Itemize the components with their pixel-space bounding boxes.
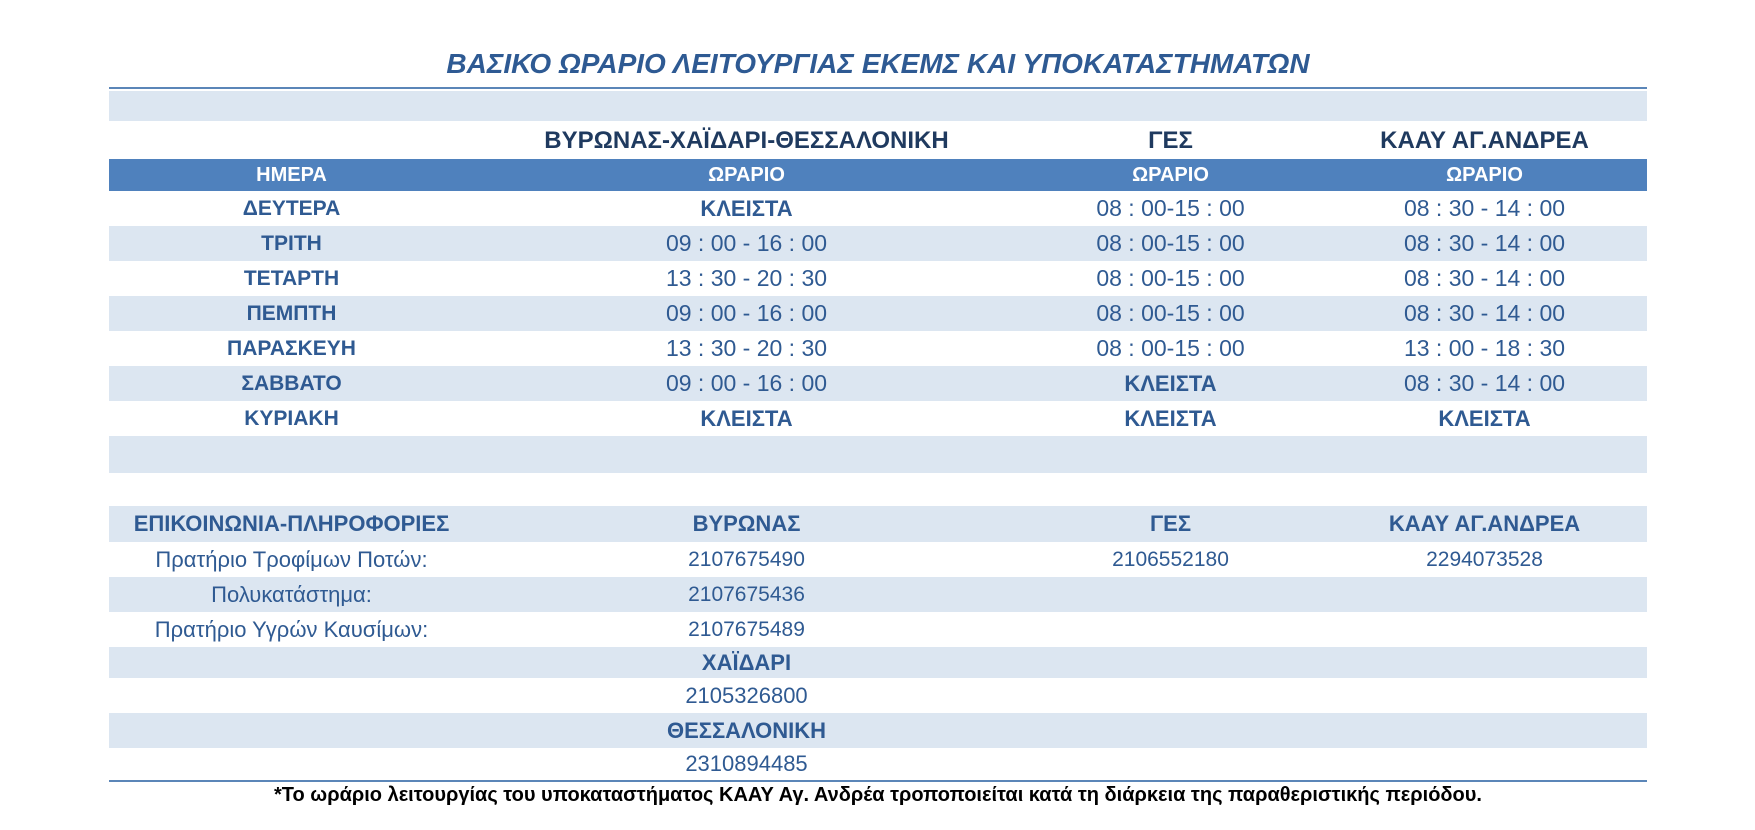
day-label: ΔΕΥΤΕΡΑ xyxy=(242,196,341,220)
spacer-band xyxy=(109,91,1647,121)
contact-row-thessaloniki-phone xyxy=(109,748,1647,780)
contact-row-haidari-phone xyxy=(109,678,1647,713)
footer-rule xyxy=(109,780,1647,782)
header-hours-ges: ΩΡΑΡΙΟ xyxy=(1132,163,1209,186)
header-day: ΗΜΕΡΑ xyxy=(256,163,327,186)
day-label: ΠΕΜΠΤΗ xyxy=(246,301,337,325)
location-ges: ΓΕΣ xyxy=(1148,127,1193,154)
contact-header-label: ΕΠΙΚΟΙΝΩΝΙΑ-ΠΛΗΡΟΦΟΡΙΕΣ xyxy=(133,511,450,536)
hours-ges: ΚΛΕΙΣΤΑ xyxy=(1124,370,1217,396)
contact-header-ges: ΓΕΣ xyxy=(1149,511,1192,536)
phone-vyronas: 2107675489 xyxy=(688,617,805,641)
hours-vyronas: 09 : 00 - 16 : 00 xyxy=(665,370,828,396)
contact-label: Πρατήριο Τροφίμων Ποτών: xyxy=(155,546,428,572)
page-title: ΒΑΣΙΚΟ ΩΡΑΡΙΟ ΛΕΙΤΟΥΡΓΙΑΣ ΕΚΕΜΣ ΚΑΙ ΥΠΟΚΑΤΑΣΤΗΜΑΤΩΝ xyxy=(446,48,1310,79)
schedule-row-thursday xyxy=(109,296,1647,331)
hours-kaay: 13 : 00 - 18 : 30 xyxy=(1403,335,1566,361)
schedule-row-tuesday xyxy=(109,226,1647,261)
location-vyronas: ΒΥΡΩΝΑΣ-ΧΑΪΔΑΡΙ-ΘΕΣΣΑΛΟΝΙΚΗ xyxy=(544,127,949,154)
day-label: ΠΑΡΑΣΚΕΥΗ xyxy=(227,336,356,360)
hours-ges: ΚΛΕΙΣΤΑ xyxy=(1124,405,1217,431)
hours-vyronas: 13 : 30 - 20 : 30 xyxy=(665,335,828,361)
haidari-label: ΧΑΪΔΑΡΙ xyxy=(701,649,792,675)
phone-ges: 2106552180 xyxy=(1112,547,1229,571)
hours-kaay: 08 : 30 - 14 : 00 xyxy=(1403,230,1566,256)
thessaloniki-label: ΘΕΣΣΑΛΟΝΙΚΗ xyxy=(666,717,827,743)
contact-row-thessaloniki-label xyxy=(109,713,1647,748)
day-label: ΣΑΒΒΑΤΟ xyxy=(241,371,342,395)
contact-label: Πολυκατάστημα: xyxy=(211,581,372,607)
phone-haidari: 2105326800 xyxy=(685,682,808,708)
schedule-row-saturday xyxy=(109,366,1647,401)
phone-kaay: 2294073528 xyxy=(1426,547,1543,571)
hours-kaay: 08 : 30 - 14 : 00 xyxy=(1403,195,1566,221)
hours-ges: 08 : 00-15 : 00 xyxy=(1096,300,1245,326)
location-kaay: ΚΑΑΥ ΑΓ.ΑΝΔΡΕΑ xyxy=(1380,127,1589,154)
locations-row xyxy=(109,123,1647,159)
hours-vyronas: ΚΛΕΙΣΤΑ xyxy=(700,405,793,431)
schedule-row-sunday xyxy=(109,401,1647,436)
hours-kaay: 08 : 30 - 14 : 00 xyxy=(1403,265,1566,291)
title-rule xyxy=(109,87,1647,89)
phone-thessaloniki: 2310894485 xyxy=(685,751,808,776)
day-label: ΤΡΙΤΗ xyxy=(261,231,322,255)
hours-ges: 08 : 00-15 : 00 xyxy=(1096,335,1245,361)
schedule-row-monday xyxy=(109,191,1647,226)
phone-vyronas: 2107675436 xyxy=(688,582,805,606)
hours-kaay: ΚΛΕΙΣΤΑ xyxy=(1438,405,1531,431)
day-label: ΤΕΤΑΡΤΗ xyxy=(243,266,340,290)
contact-header-row xyxy=(109,506,1647,542)
contact-label: Πρατήριο Υγρών Καυσίμων: xyxy=(154,616,429,642)
hours-vyronas: ΚΛΕΙΣΤΑ xyxy=(700,195,793,221)
footnote: *Το ωράριο λειτουργίας του υποκαταστήματος ΚΑΑΥ Αγ. Ανδρέα τροποποιείται κατά τη διάρκεια της παραθεριστικής περιόδου. xyxy=(274,784,1482,806)
contact-row-fuel-station xyxy=(109,612,1647,647)
schedule-row-wednesday xyxy=(109,261,1647,296)
contact-header-vyronas: ΒΥΡΩΝΑΣ xyxy=(692,511,801,536)
day-label: ΚΥΡΙΑΚΗ xyxy=(244,406,339,430)
hours-ges: 08 : 00-15 : 00 xyxy=(1096,195,1245,221)
header-hours-kaay: ΩΡΑΡΙΟ xyxy=(1446,163,1523,186)
contact-header-kaay: ΚΑΑΥ ΑΓ.ΑΝΔΡΕΑ xyxy=(1388,511,1581,536)
hours-kaay: 08 : 30 - 14 : 00 xyxy=(1403,300,1566,326)
contact-row-food-store xyxy=(109,542,1647,577)
phone-vyronas: 2107675490 xyxy=(688,547,805,571)
hours-vyronas: 09 : 00 - 16 : 00 xyxy=(665,230,828,256)
hours-ges: 08 : 00-15 : 00 xyxy=(1096,265,1245,291)
hours-vyronas: 13 : 30 - 20 : 30 xyxy=(665,265,828,291)
schedule-header-row xyxy=(109,159,1647,191)
schedule-row-friday xyxy=(109,331,1647,366)
contact-row-department-store xyxy=(109,577,1647,612)
hours-vyronas: 09 : 00 - 16 : 00 xyxy=(665,300,828,326)
header-hours-vyronas: ΩΡΑΡΙΟ xyxy=(708,163,785,186)
hours-ges: 08 : 00-15 : 00 xyxy=(1096,230,1245,256)
hours-kaay: 08 : 30 - 14 : 00 xyxy=(1403,370,1566,396)
contact-row-haidari-label xyxy=(109,647,1647,678)
spacer-band xyxy=(109,436,1647,473)
